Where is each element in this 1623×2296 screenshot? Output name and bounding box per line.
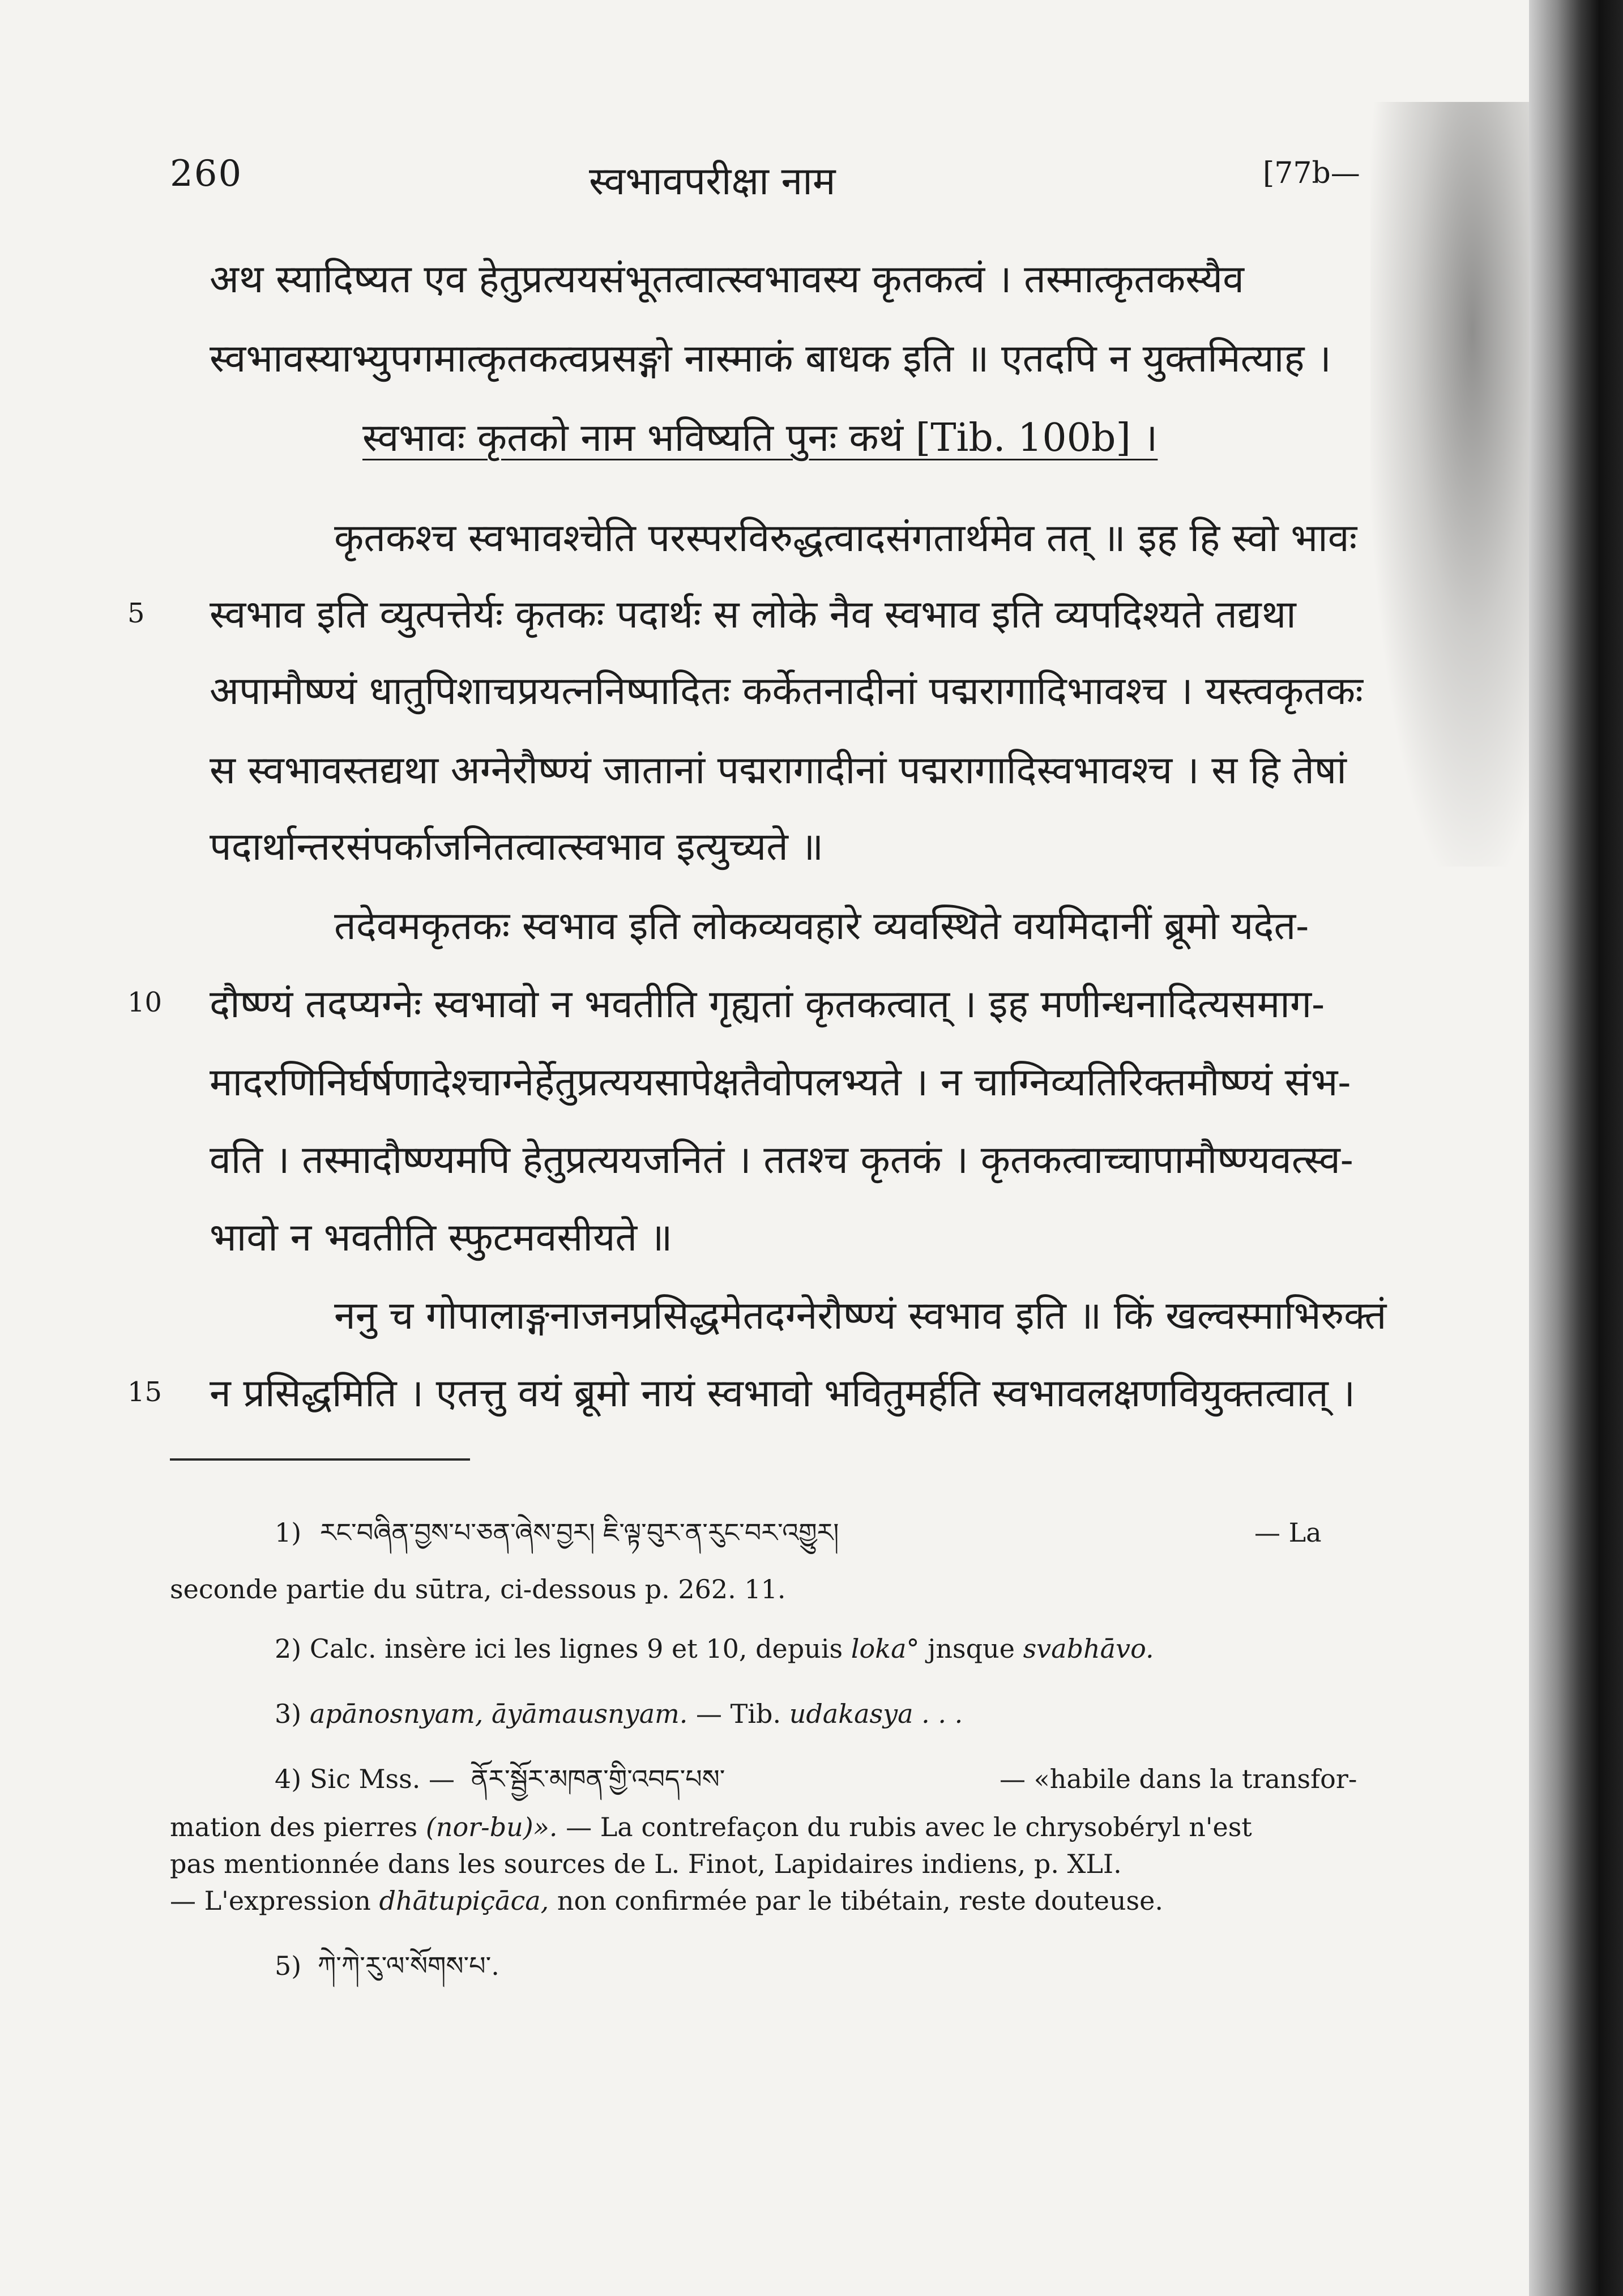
text-line-9: दौष्ण्यं तदप्यग्नेः स्वभावो न भवतीति गृह्यतां कृतकत्वात् । इह मणीन्धनादित्यसमाग- bbox=[210, 982, 1325, 1027]
footnote-2-marker: 2) bbox=[275, 1633, 302, 1664]
footnote-4-line-3: pas mentionnée dans les sources de L. Finot, Lapidaires indiens, p. XLI. bbox=[170, 1849, 1122, 1879]
line-number-15: 15 bbox=[127, 1376, 163, 1408]
footnote-4-dhatupicaca: dhātupiçāca, bbox=[379, 1885, 549, 1916]
footnote-3-tib: — Tib. bbox=[696, 1698, 781, 1729]
footnote-2-loka: loka° bbox=[851, 1633, 920, 1664]
footnote-1-tibetan: རང་བཞིན་བྱས་པ་ཅན་ཞེས་བྱར། ཇི་ལྟ་བུར་ན་རུང་བར་འགྱུར། bbox=[319, 1517, 839, 1548]
line-number-5: 5 bbox=[127, 598, 145, 629]
page-header bbox=[0, 153, 1623, 204]
footnote-5-marker: 5) bbox=[275, 1951, 302, 1981]
running-title: स्वभावपरीक्षा नाम bbox=[589, 159, 836, 204]
footnote-4-quote: — «habile dans la transfor- bbox=[1000, 1764, 1357, 1794]
footnote-4-line-4-b: non confirmée par le tibétain, reste douteuse. bbox=[557, 1885, 1164, 1916]
text-line-13: ननु च गोपालाङ्गनाजनप्रसिद्धमेतदग्नेरौष्ण्यं स्वभाव इति ॥ किं खल्वस्माभिरुक्तं bbox=[334, 1294, 1387, 1338]
footnote-4-line-4 bbox=[170, 1883, 1163, 1918]
text-line-3: कृतकश्च स्वभावश्चेति परस्परविरुद्धत्वादसंगतार्थमेव तत् ॥ इह हि स्वो भावः bbox=[334, 516, 1357, 561]
folio-reference: [77b— bbox=[1263, 156, 1360, 190]
footnote-4-sic: Sic Mss. — bbox=[309, 1764, 455, 1794]
footnote-3 bbox=[275, 1696, 963, 1731]
text-line-8: तदेवमकृतकः स्वभाव इति लोकव्यवहारे व्यवस्थिते वयमिदानीं ब्रूमो यदेत- bbox=[334, 904, 1309, 949]
footnote-4-line-2 bbox=[170, 1810, 1252, 1845]
text-line-12: भावो न भवतीति स्फुटमवसीयते ॥ bbox=[210, 1215, 673, 1260]
footnote-5-tibetan: ཀེ་ཀེ་རུ་ལ་སོགས་པ་. bbox=[317, 1951, 499, 1981]
footnote-1-continuation: seconde partie du sūtra, ci-dessous p. 262. 11. bbox=[170, 1574, 786, 1604]
footnote-2-text: Calc. insère ici les lignes 9 et 10, depuis bbox=[309, 1633, 843, 1664]
footnote-4-marker: 4) bbox=[275, 1764, 302, 1794]
footnote-4-line-2-b: — La contrefaçon du rubis avec le chrysobéryl n'est bbox=[566, 1812, 1252, 1842]
footnote-4-tibetan: ནོར་སྦྱོར་མཁན་གྱི་འབད་པས་ bbox=[471, 1764, 725, 1794]
footnote-4 bbox=[275, 1761, 725, 1796]
text-line-11: वति । तस्मादौष्ण्यमपि हेतुप्रत्ययजनितं । ततश्च कृतकं । कृतकत्वाच्चापामौष्ण्यवत्स्व- bbox=[210, 1138, 1353, 1183]
footnote-4-line-2-a: mation des pierres bbox=[170, 1812, 418, 1842]
footnote-4-line-4-a: — L'expression bbox=[170, 1885, 371, 1916]
scan-shadow bbox=[1370, 102, 1540, 867]
text-line-4: स्वभाव इति व्युत्पत्तेर्यः कृतकः पदार्थः स लोके नैव स्वभाव इति व्यपदिश्यते तद्यथा bbox=[210, 592, 1296, 637]
footnote-1 bbox=[275, 1515, 839, 1550]
text-line-10: मादरणिनिर्घर्षणादेश्चाग्नेर्हेतुप्रत्ययसापेक्षतैवोपलभ्यते । न चाग्निव्यतिरिक्तमौष्ण्यं संभ- bbox=[210, 1060, 1351, 1105]
footnote-3-marker: 3) bbox=[275, 1698, 302, 1729]
footnote-1-marker: 1) bbox=[275, 1517, 302, 1548]
text-line-6: स स्वभावस्तद्यथा अग्नेरौष्ण्यं जातानां पद्मरागादीनां पद्मरागादिस्वभावश्च । स हि तेषां bbox=[210, 748, 1347, 793]
text-line-5: अपामौष्ण्यं धातुपिशाचप्रयत्ननिष्पादितः कर्केतनादीनां पद्मरागादिभावश्च । यस्त्वकृतकः bbox=[210, 669, 1363, 714]
footnote-1-dash: — La bbox=[1254, 1517, 1322, 1548]
footnote-2-svabhavo: svabhāvo. bbox=[1023, 1633, 1154, 1664]
verse-line: स्वभावः कृतको नाम भविष्यति पुनः कथं [Tib. 100b] । bbox=[362, 416, 1158, 460]
footnote-4-norbu: (nor-bu)». bbox=[425, 1812, 558, 1842]
footnote-2-jusque: jnsque bbox=[928, 1633, 1015, 1664]
page-number: 260 bbox=[170, 153, 243, 195]
text-line-7: पदार्थान्तरसंपर्काजनितत्वात्स्वभाव इत्युच्यते ॥ bbox=[210, 825, 824, 869]
footnote-separator bbox=[170, 1458, 470, 1461]
text-line-1: अथ स्यादिष्यत एव हेतुप्रत्ययसंभूतत्वात्स्वभावस्य कृतकत्वं । तस्मात्कृतकस्यैव bbox=[210, 257, 1244, 302]
footnote-5 bbox=[275, 1948, 499, 1983]
footnote-3-udakasya: udakasya . . . bbox=[789, 1698, 963, 1729]
binding-edge bbox=[1529, 0, 1623, 2296]
footnote-3-italic: apānosnyam, āyāmausnyam. bbox=[309, 1698, 688, 1729]
text-line-2: स्वभावस्याभ्युपगमात्कृतकत्वप्रसङ्गो नास्माकं बाधक इति ॥ एतदपि न युक्तमित्याह । bbox=[210, 336, 1331, 381]
footnote-2 bbox=[275, 1631, 1154, 1666]
text-line-14: न प्रसिद्धमिति । एतत्तु वयं ब्रूमो नायं स्वभावो भवितुमर्हति स्वभावलक्षणवियुक्तत्वात् । bbox=[210, 1371, 1356, 1416]
line-number-10: 10 bbox=[127, 987, 163, 1018]
